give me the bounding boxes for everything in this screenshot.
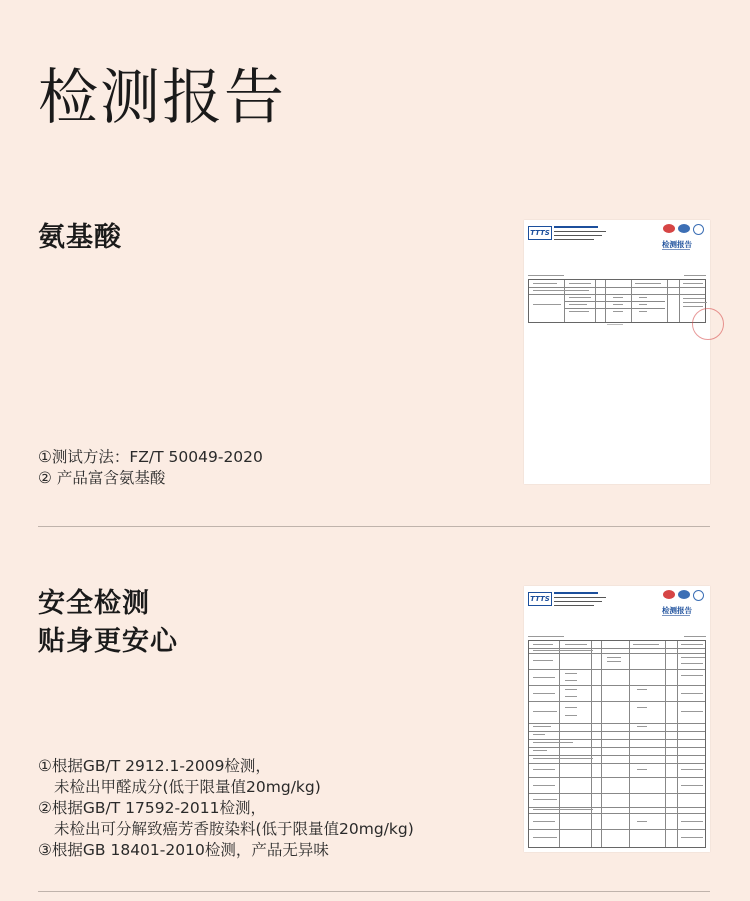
ttts-logo-icon: TTTS: [528, 226, 552, 240]
report-header-line: [554, 605, 594, 606]
report-org-name: [554, 226, 598, 228]
cnas-seal-icon: [663, 590, 675, 599]
report-header-line: [554, 601, 602, 602]
ilac-seal-icon: [678, 224, 690, 233]
cma-seal-icon: [693, 590, 704, 601]
test-report-thumbnail-safety: [524, 586, 710, 852]
section-heading-amino-acid: [38, 219, 122, 257]
section-heading-line: 贴身更安心: [38, 626, 178, 657]
note-line: ①根据GB/T 2912.1-2009检测，: [38, 757, 271, 775]
test-report-thumbnail-amino-acid: [524, 220, 710, 484]
amino-acid-notes: [38, 447, 263, 489]
section-heading-safety: [38, 585, 178, 661]
report-title: 检测报告: [662, 606, 692, 615]
report-header-line: [554, 231, 606, 232]
cma-seal-icon: [693, 224, 704, 235]
report-page-line: [684, 636, 706, 637]
report-page-line: [684, 275, 706, 276]
report-title-en-line: [662, 615, 690, 616]
certification-seals: [663, 224, 704, 235]
safety-notes: [38, 756, 414, 861]
section-heading-line: 氨基酸: [38, 222, 122, 253]
report-end-line: [607, 324, 623, 325]
section-divider: [38, 526, 710, 527]
ilac-seal-icon: [678, 590, 690, 599]
report-number-line: [528, 636, 564, 637]
report-header-line: [554, 239, 594, 240]
page-title: 检测报告: [38, 63, 286, 133]
ttts-logo-icon: TTTS: [528, 592, 552, 606]
report-table: [528, 279, 706, 323]
report-table: [528, 640, 706, 848]
note-line: ②根据GB/T 17592-2011检测，: [38, 799, 267, 817]
report-number-line: [528, 275, 564, 276]
note-line: ①测试方法：FZ/T 50049-2020: [38, 448, 263, 466]
certification-seals: [663, 590, 704, 601]
cnas-seal-icon: [663, 224, 675, 233]
note-line: ② 产品富含氨基酸: [38, 469, 166, 487]
red-stamp-icon: [692, 308, 724, 340]
report-title: 检测报告: [662, 240, 692, 249]
report-title-en-line: [662, 249, 690, 250]
section-divider: [38, 891, 710, 892]
report-org-name: [554, 592, 598, 594]
note-line: 未检出甲醛成分(低于限量值20mg/kg): [54, 778, 321, 796]
note-line: 未检出可分解致癌芳香胺染料(低于限量值20mg/kg): [54, 820, 414, 838]
note-line: ③根据GB 18401-2010检测，产品无异味: [38, 841, 329, 859]
report-header-line: [554, 597, 606, 598]
report-header-line: [554, 235, 602, 236]
section-heading-line: 安全检测: [38, 588, 150, 619]
